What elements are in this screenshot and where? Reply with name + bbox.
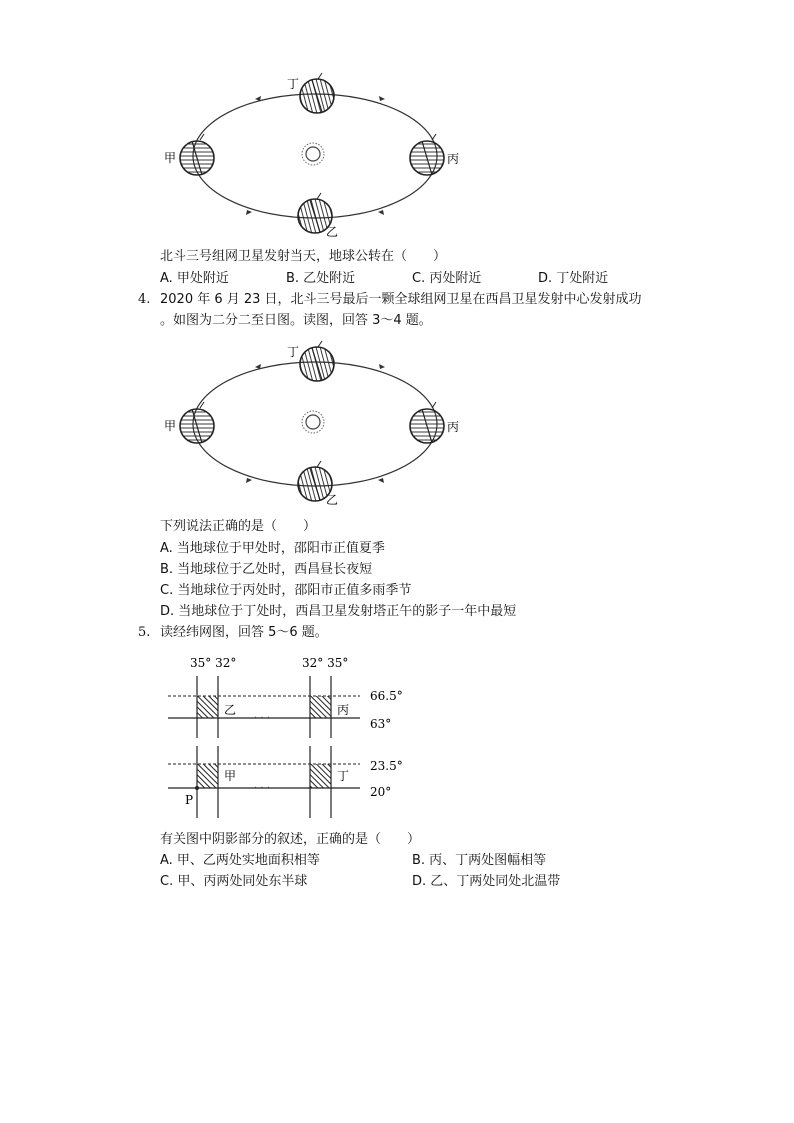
earth-bing [410,134,444,175]
q4-stem: 下列说法正确的是（ ） [160,519,317,534]
lat-label-66-5: 66.5° [370,689,403,703]
q5-stem: 有关图中阴影部分的叙述，正确的是（ ） [160,832,421,847]
cell-ding-shaded [310,764,331,788]
q3-option-a[interactable]: A. 甲处附近 [160,271,229,286]
earth-ding [300,73,334,113]
earth-bing [410,402,444,443]
label-yi: 乙 [326,493,339,507]
cell-yi-shaded [197,696,218,718]
q5-option-c[interactable]: C. 甲、丙两处同处东半球 [160,874,308,889]
label-ding: 丁 [287,77,300,91]
cell-label-yi: 乙 [224,703,237,717]
q3-option-c[interactable]: C. 丙处附近 [412,271,482,286]
q4-intro-line1: 2020 年 6 月 23 日，北斗三号最后一颗全球组网卫星在西昌卫星发射中心发射成功 [160,292,642,307]
orbit-diagram-q3 [150,70,480,245]
svg-text:· · ·: · · · [254,713,270,724]
q4-number: 4. [138,292,151,307]
lat-label-23-5: 23.5° [370,759,403,773]
sun-icon [302,143,324,165]
q3-stem: 北斗三号组网卫星发射当天，地球公转在（ ） [160,249,447,264]
q5-option-d[interactable]: D. 乙、丁两处同处北温带 [412,874,561,889]
q5-intro: 读经纬网图，回答 5～6 题。 [160,625,328,640]
cell-label-jia: 甲 [224,769,237,783]
lon-labels-left: 35° 32° [190,656,237,670]
label-bing: 丙 [447,420,460,434]
q4-intro-line2: 。如图为二分二至日图。读图，回答 3～4 题。 [160,313,432,328]
q3-option-b[interactable]: B. 乙处附近 [286,271,356,286]
label-jia: 甲 [164,151,177,165]
cell-label-bing: 丙 [337,703,350,717]
sun-icon [302,411,324,433]
lat-label-63: 63° [370,717,392,731]
point-p-label: P [185,793,194,807]
q3-option-d[interactable]: D. 丁处附近 [538,271,609,286]
label-jia: 甲 [164,419,177,433]
q5-option-b[interactable]: B. 丙、丁两处图幅相等 [412,853,547,868]
q4-option-c[interactable]: C. 当地球位于丙处时，邵阳市正值多雨季节 [160,583,412,598]
svg-text:· · ·: · · · [254,783,270,794]
q4-option-a[interactable]: A. 当地球位于甲处时，邵阳市正值夏季 [160,541,385,556]
q5-option-a[interactable]: A. 甲、乙两处实地面积相等 [160,853,320,868]
label-ding: 丁 [287,345,300,359]
earth-ding [300,341,334,381]
orbit-diagram-q4 [150,338,480,513]
cell-label-ding: 丁 [337,769,350,783]
cell-bing-shaded [310,696,331,718]
q5-number: 5. [138,625,151,640]
label-bing: 丙 [447,152,460,166]
cell-jia-shaded [197,764,218,788]
lon-labels-right: 32° 35° [302,656,349,670]
point-p [195,786,199,790]
q4-option-d[interactable]: D. 当地球位于丁处时，西昌卫星发射塔正午的影子一年中最短 [160,604,517,619]
q4-option-b[interactable]: B. 当地球位于乙处时，西昌昼长夜短 [160,562,373,577]
lat-lon-grid-diagram [160,650,420,825]
label-yi: 乙 [326,225,339,239]
lat-label-20: 20° [370,785,392,799]
